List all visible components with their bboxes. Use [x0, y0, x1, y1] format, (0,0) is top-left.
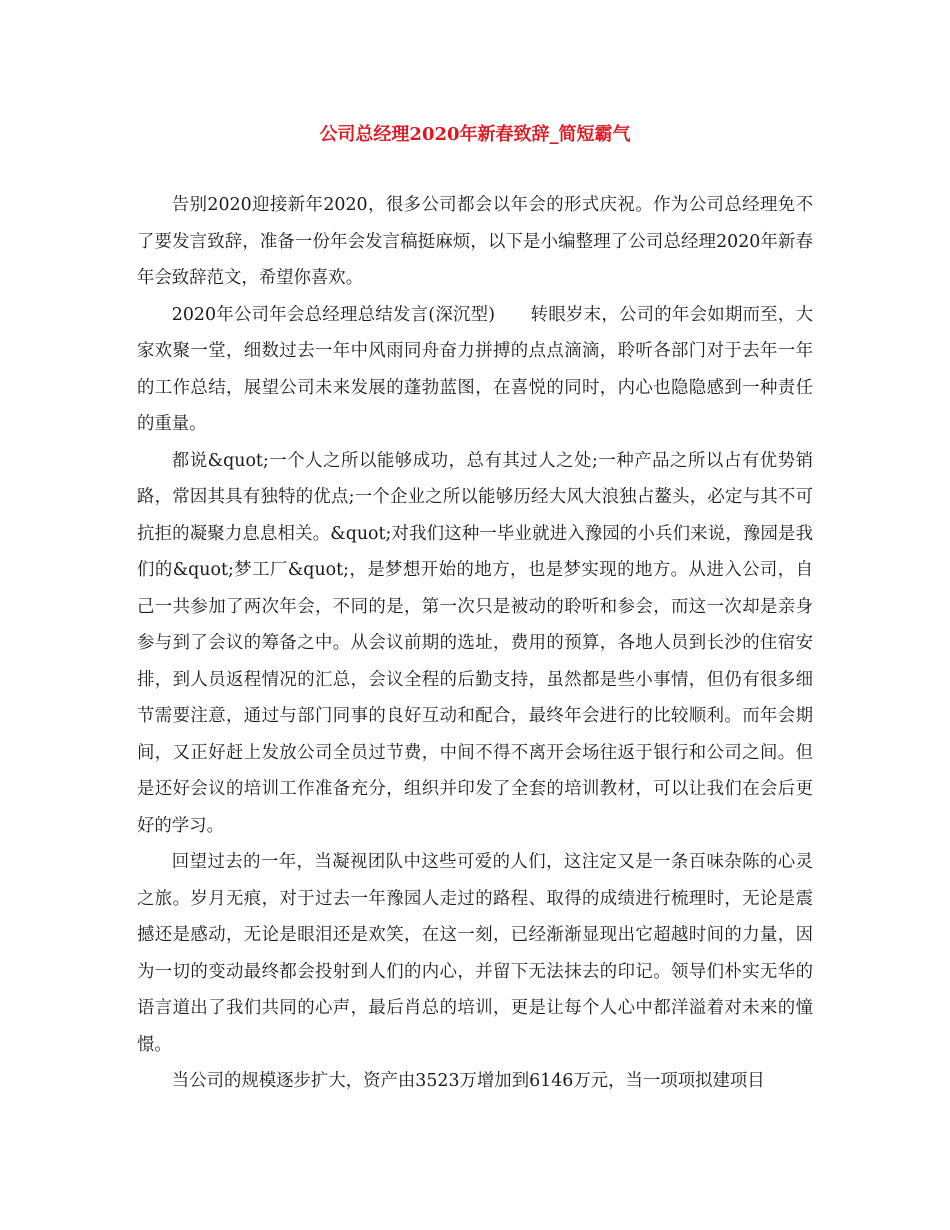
- paragraph-looking-back: 回望过去的一年，当凝视团队中这些可爱的人们，这注定又是一条百味杂陈的心灵之旅。岁月无痕，对于过去一年豫园人走过的路程、取得的成绩进行梳理时，无论是震撼还是感动，无论是眼泪还是欢笑，在这一刻，已经渐渐显现出它超越时间的力量，因为一切的变动最终都会投射到人们的内心，并留下无法抹去的印记。领导们朴实无华的语言道出了我们共同的心声，最后肖总的培训，更是让每个人心中都洋溢着对未来的憧憬。: [137, 852, 813, 1055]
- paragraph-annual-meeting: 都说&quot;一个人之所以能够成功，总有其过人之处;一种产品之所以占有优势销路，常因其具有独特的优点;一个企业之所以能够历经大风大浪独占鳌头，必定与其不可抗拒的凝聚力息息相关。&quot;对我们这种一毕业就进入豫园的小兵们来说，豫园是我们的&quot;梦工厂&quot;，是梦想开始的地方，也是梦实现的地方。从进入公司，自己一共参加了两次年会，不同的是，第一次只是被动的聆听和参会，而这一次却是亲身参与到了会议的筹备之中。从会议前期的选址，费用的预算，各地人员到长沙的住宿安排，到人员返程情况的汇总，会议全程的后勤支持，虽然都是些小事情，但仍有很多细节需要注意，通过与部门同事的良好互动和配合，最终年会进行的比较顺利。而年会期间，又正好赶上发放公司全员过节费，中间不得不离开会场往返于银行和公司之间。但是还好会议的培训工作准备充分，组织并印发了全套的培训教材，可以让我们在会后更好的学习。: [137, 450, 813, 836]
- paragraph-company-growth: 当公司的规模逐步扩大，资产由3523万增加到6146万元，当一项项拟建项目: [171, 1071, 765, 1091]
- document-body: [137, 187, 813, 1100]
- paragraph-intro: 告别2020迎接新年2020，很多公司都会以年会的形式庆祝。作为公司总经理免不了要发言致辞，准备一份年会发言稿挺麻烦，以下是小编整理了公司总经理2020年新春年会致辞范文，希望你喜欢。: [137, 195, 813, 288]
- paragraph-summary-speech: 2020年公司年会总经理总结发言(深沉型) 转眼岁末，公司的年会如期而至，大家欢聚一堂，细数过去一年中风雨同舟奋力拼搏的点点滴滴，聆听各部门对于去年一年的工作总结，展望公司未来发展的蓬勃蓝图，在喜悦的同时，内心也隐隐感到一种责任的重量。: [137, 304, 813, 434]
- document-title: 公司总经理2020年新春致辞_简短霸气: [319, 124, 631, 145]
